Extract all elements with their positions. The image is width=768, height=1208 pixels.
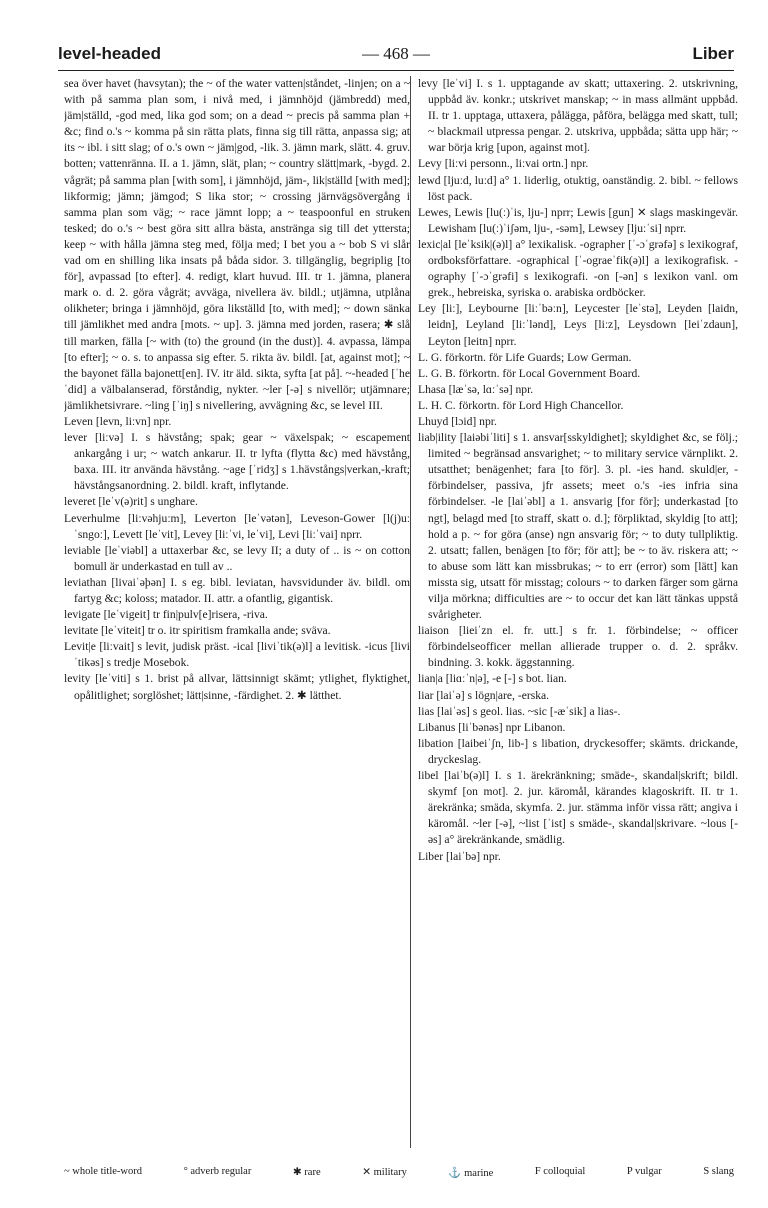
entry-lias: lias [laiˈəs] s geol. lias. ~sic [-æˈsik] a lias-. (418, 704, 621, 718)
entry-lever: lever [liːvə] I. s hävstång; spak; gear ~ växelspak; ~ escapement ankargång i ur; ~ watch ankarur. II. tr lyfta (flytta &c) med hävstång, baxa. III. itr använda hävstång. ~age [ˈridʒ] s 1.hävstångs|verkan,-kraft; hävstångsanordning. 2. bildl. kraft, inflytande. (64, 431, 410, 493)
entry-levite: Levit|e [liːvait] s levit, judisk präst. -ical [liviˈtik(ə)l] a levitisk. -icus [liviˈtikəs] s tredje Mosebok. (64, 640, 410, 670)
entry-levity: levity [leˈviti] s 1. brist på allvar, lättsinnigt skämt; ytlighet, flyktighet, opålitlighet; sorglöshet; lätt|sinne, -färdighet. 2. ✱ lätthet. (64, 672, 410, 702)
entry-lewes: Lewes, Lewis [lu(ː)ˈis, lju-] nprr; Lewis [gun] ✕ slags maskingevär. Lewisham [lu(ː)ˈiʃəm, lju-, -səm], Lewsey [ljuːˈsi] nprr. (418, 205, 738, 235)
entry-liaison: liaison [lieiˈzn el. fr. utt.] s fr. 1. förbindelse; ~ officer förbindelseofficer mellan allierade trupper o. d. 2. språkv. bindning. 3. kokk. äggstanning. (418, 624, 738, 670)
right-column (418, 76, 738, 1150)
legend-slang: S slang (703, 1166, 734, 1177)
entry-leverhulme: Leverhulme [liːvəhjuːm], Leverton [leˈvətən], Leveson-Gower [l(j)uːˈsngoː], Levett [leˈvit], Levey [liːˈvi, leˈvi], Levi [liːˈvai] nprr. (64, 511, 410, 541)
entry-libation: libation [laibeiˈʃn, lib-] s libation, dryckesoffer; skämts. drickande, dryckeslag. (418, 736, 738, 766)
entry-lewd: lewd [ljuːd, luːd] a° 1. liderlig, otuktig, oanständig. 2. bibl. ~ fellows löst pack. (418, 173, 738, 203)
header-rule (58, 70, 734, 71)
entry-liana: lian|a [liɑːˈn|ə], -e [-] s bot. lian. (418, 672, 567, 686)
entry-leven: Leven [levn, liːvn] npr. (64, 414, 172, 428)
symbol-legend (64, 1166, 734, 1186)
page-header (58, 44, 734, 70)
entry-libanus: Libanus [liˈbənəs] npr Libanon. (418, 720, 566, 734)
entry-liar: liar [laiˈə] s lögn|are, -erska. (418, 688, 550, 702)
entry-levy: levy [leˈvi] I. s 1. upptagande av skatt; uttaxering. 2. utskrivning, uppbåd äv. konkr.; utskrivet manskap; ~ in mass allmänt uppbåd. II. tr 1. upptaga, uttaxera, pålägga, påföra, belägga med skatt, tull; ~ blackmail utpressa pengar. 2. utskriva, uppbåda; sätta upp här; ~ war börja krig [upon, against mot]. (418, 77, 738, 155)
legend-vulgar: P vulgar (626, 1166, 662, 1177)
legend-colloquial: F colloquial (534, 1166, 586, 1177)
entry-lgb: L. G. B. förkortn. för Local Government Board. (418, 366, 641, 380)
header-guide-word-left: level-headed (58, 44, 161, 63)
entry-lg: L. G. förkortn. för Life Guards; Low German. (418, 350, 632, 364)
entry-leviable: leviable [leˈviəbl] a uttaxerbar &c, se levy II; a duty of .. is ~ on cotton bomull är underkastad en tull av .. (64, 543, 410, 573)
legend-whole-title-word: ~ whole title-word (64, 1166, 142, 1177)
legend-adverb-regular: ° adverb regular (183, 1166, 252, 1177)
entry-liability: liab|ility [laiəbiˈliti] s 1. ansvar[sskyldighet]; skyldighet &c, se följ.; limited ~ begränsad ansvarighet; ~ to military service värnplikt. 2. utsatthet; benägenhet; fara [to för]. 3. pl. -ies hand. skuld|er, -förbindelser, passiva, jfr assets; meet o.'s -ies infria sina förbindelser. -le [laiˈəbl] a 1. ansvarig [for för]; underkastad [to ngt], belagd med [to straff, skatt o. d.]; förpliktad, skyldig [to att]; hold a p. ~ for göra (anse) ngn ansvarig för; ~ to duty tullpliktig. 2. utsatt; fallen, benägen [to för; för att]; be ~ to äv. riskera att; ~ to abuse som lätt kan missbrukas; ~ to err (error) som [lätt] kan missta sig, utsatt för misstag; colours ~ to darken färger som gärna vilja mörkna; difficulties are ~ to occur det kan lätt tänkas uppstå svårigheter. (418, 431, 738, 622)
legend-rare: ✱ rare (292, 1167, 321, 1178)
entry-lhasa: Lhasa [læˈsə, lɑːˈsə] npr. (418, 382, 534, 396)
entry-lexical: lexic|al [leˈksik|(ə)l] a° lexikalisk. -ographer [ˈ-ɔˈgrəfə] s lexikograf, ordboksförfattare. -ographical [ˈ-ograeˈfik(ə)l] a lexikografisk. -ography [ˈ-ɔˈgrəfi] s lexikografi. -on [-ən] s lexikon vanl. om grek., hebreiska, syriska o. arabiska ordböcker. (418, 237, 738, 300)
entry-leviathan: leviathan [livaiˈəþən] I. s eg. bibl. leviatan, havsvidunder äv. bildl. om fartyg &c; koloss; matador. II. attr. a ofantlig, gigantisk. (64, 575, 410, 605)
entry-libel: libel [laiˈb(ə)l] I. s 1. ärekränkning; smäde-, skandal|skrift; bildl. skymf [on mot]. 2. jur. käromål, kärandes klagoskrift. II. tr 1. ärekränka; smäda, skymfa. 2. jur. stämma inför vissa rätt; angiva i käromål. ~ler [-ə], ~list [ˈist] s smäde-, skandal|skrivare. ~lous [-əs] a° ärekränkande, smädlig. (418, 769, 738, 847)
entry-levigate: levigate [leˈvigeit] tr fin|pulv[e]risera, -riva. (64, 608, 268, 622)
entry-level-continued: sea över havet (havsytan); the ~ of the water vatten|ståndet, -linjen; on a ~ with på samma plan som, i nivå med, i jämnhöjd (jämbredd) med, jäm|ställd, -god med, lika god som; on a dead ~ precis på samma plan + &c; find o.'s ~ komma på sin rätta plats, finna sig till rätta, anpassa sig; at its ~ ibl. i sitt slag; of o.'s own ~ jäm|god, -lik. 3. jämn mark, slätt. 4. gruv. botten; vattenränna. II. a 1. jämn, slät, plan; ~ country slätt|mark, -bygd. 2. vågrät; på samma plan [with som], i jämnhöjd, jäm-, lik|ställd [with med]; likformig; jämn; jämgod; S lika stor; ~ crossing järnvägsövergång i samma plan som väg; ~ race jämnt lopp; a ~ teaspoonful en struken tesked; do o.'s ~ best göra sitt allra bästa, anstränga sig till det yttersta; keep ~ with hålla jämna steg med, följa med; I bet you a ~ bob S vi slår vad om en shilling lika insats på båda sidor. 3. tillgänglig, begriplig [to för], avpassad [to efter]. 4. redigt, klart huvud. III. tr 1. jämna, planera mark o. d. 2. göra vågrät; avväga, nivellera äv. bildl.; utjämna, utplåna olikheter; bringa i jämnhöjd, göra likställd [to, with med]; ~ down sänka till jämlikhet med andra [mots. ~ up]. 3. jämna med jorden, rasera; ✱ slå till marken, fälla [~ with (to) the ground (in the dust)]. 4. avpassa, lämpa [to efter]; ~ o. s. to anpassa sig efter. 5. rikta äv. bildl. [at, against mot]; ~ the bayonet fälla bajonett[en]. IV. itr äld. sikta, syfta [at på]. ~-headed [ˈheˈdid] a välbalanserad, förståndig, nykter. ~ler [-ə] s nivellör; utjämnare; jämlikhetsivrare. ~ling [ˈiŋ] s nivellering, avvägning &c, se level III. (64, 77, 410, 412)
column-divider (410, 76, 411, 1148)
entry-ley: Ley [liː], Leybourne [liːˈbəːn], Leycester [leˈstə], Leyden [laidn, leidn], Leyland [liːˈlənd], Leys [liːz], Leysdown [leiˈzdaun], Leyton [leitn] nprr. (418, 302, 738, 348)
entry-leveret: leveret [leˈv(ə)rit] s unghare. (64, 495, 198, 509)
entry-levy-name: Levy [liːvi personn., liːvai ortn.] npr. (418, 157, 589, 171)
legend-marine: ⚓ marine (448, 1168, 494, 1179)
header-guide-word-right: Liber (692, 44, 734, 63)
entry-lhuyd: Lhuyd [lɔid] npr. (418, 414, 497, 428)
left-column (64, 76, 410, 1150)
entry-lhc: L. H. C. förkortn. för Lord High Chancellor. (418, 398, 624, 412)
entry-levitate: levitate [leˈviteit] tr o. itr spiritism framkalla ande; sväva. (64, 624, 331, 638)
legend-military: ✕ military (362, 1167, 407, 1178)
entry-liber: Liber [laiˈbə] npr. (418, 849, 501, 863)
page-number: — 468 — (362, 44, 430, 63)
